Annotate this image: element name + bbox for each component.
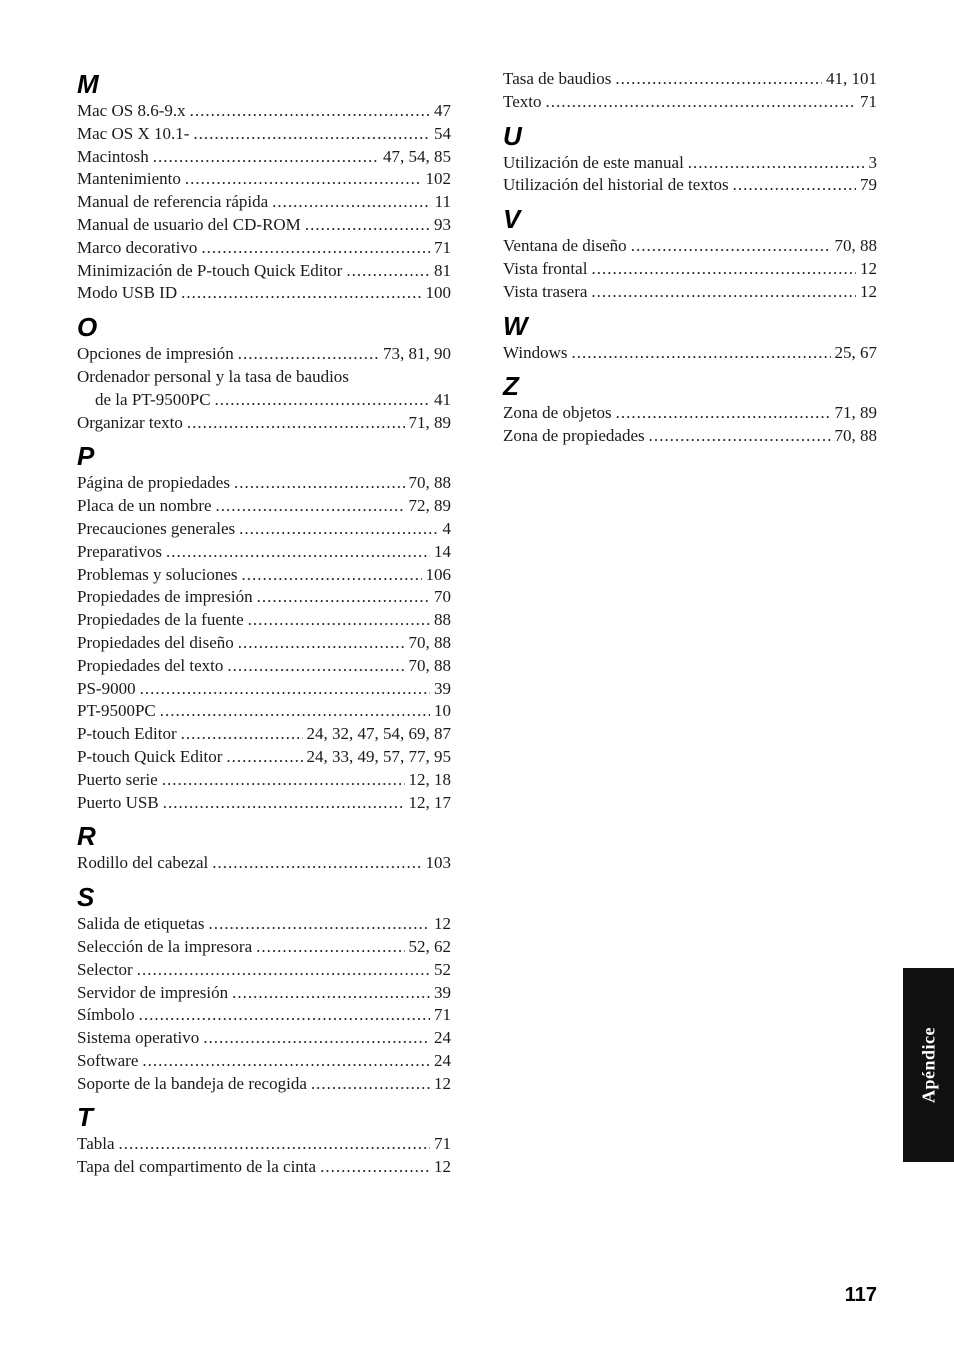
index-pages: 102 (425, 169, 451, 189)
index-entry (77, 1133, 451, 1156)
index-pages: 24, 33, 49, 57, 77, 95 (306, 746, 451, 766)
index-pages: 71 (860, 91, 877, 111)
index-term: Tapa del compartimento de la cinta (77, 1157, 317, 1177)
index-entry (77, 237, 451, 260)
index-term: Problemas y soluciones (77, 564, 238, 584)
index-entry (77, 936, 451, 959)
index-entry (77, 632, 451, 655)
index-pages: 12, 17 (408, 792, 451, 812)
index-term: Sistema operativo (77, 1028, 200, 1048)
index-section (77, 1101, 451, 1179)
index-term: Ventana de diseño (503, 236, 627, 256)
index-section (503, 203, 877, 303)
index-term: Vista trasera (503, 281, 588, 301)
index-term: Preparativos (77, 541, 162, 561)
index-entry (77, 146, 451, 169)
index-pages: 52 (434, 959, 451, 979)
index-pages: 71, 89 (834, 403, 877, 423)
index-term: de la PT-9500PC (95, 389, 211, 409)
index-entry (77, 343, 451, 366)
index-term: Vista frontal (503, 258, 588, 278)
dot-leader (181, 282, 421, 305)
index-pages: 71, 89 (408, 412, 451, 432)
dot-leader (232, 982, 430, 1005)
index-term: P-touch Quick Editor (77, 746, 223, 766)
index-entry (77, 518, 451, 541)
dot-leader (320, 1156, 430, 1179)
index-entry (503, 258, 877, 281)
index-section (77, 440, 451, 814)
index-pages: 12, 18 (408, 769, 451, 789)
index-pages: 24 (434, 1050, 451, 1070)
index-section (503, 310, 877, 365)
index-entry (503, 91, 877, 114)
index-term: Propiedades del diseño (77, 632, 234, 652)
index-term: Servidor de impresión (77, 982, 229, 1002)
index-pages: 4 (442, 518, 451, 538)
index-term: P-touch Editor (77, 724, 177, 744)
index-pages: 54 (434, 123, 451, 143)
dot-leader (119, 1133, 430, 1156)
index-entry (77, 282, 451, 305)
index-entry (77, 982, 451, 1005)
index-section (77, 820, 451, 875)
index-entry (77, 100, 451, 123)
index-entry (77, 495, 451, 518)
index-pages: 79 (860, 175, 877, 195)
index-pages: 70, 88 (834, 236, 877, 256)
dot-leader (305, 214, 430, 237)
dot-leader (256, 936, 404, 959)
index-pages: 70, 88 (408, 632, 451, 652)
index-entry (503, 68, 877, 91)
index-entry (77, 609, 451, 632)
index-pages: 25, 67 (834, 342, 877, 362)
index-entry (77, 1004, 451, 1027)
index-term: Texto (503, 91, 542, 111)
index-entry (77, 168, 451, 191)
dot-leader (238, 632, 405, 655)
dot-leader (193, 123, 430, 146)
dot-leader (238, 343, 379, 366)
index-term: PS-9000 (77, 678, 136, 698)
index-pages: 71 (434, 237, 451, 257)
index-pages: 41, 101 (826, 69, 877, 88)
section-letter: M (77, 69, 99, 99)
index-section (503, 120, 877, 198)
dot-leader (733, 174, 856, 197)
dot-leader (234, 472, 405, 495)
index-pages: 24 (434, 1028, 451, 1048)
index-pages: 12 (434, 1073, 451, 1093)
section-letter: P (77, 441, 95, 472)
index-entry (503, 342, 877, 365)
index-pages: 70, 88 (408, 473, 451, 493)
index-term: PT-9500PC (77, 701, 156, 721)
dot-leader (163, 792, 405, 815)
dot-leader (616, 402, 831, 425)
dot-leader (227, 655, 404, 678)
index-column-left (77, 68, 451, 1185)
index-entry (77, 472, 451, 495)
index-entry (77, 959, 451, 982)
index-term: Opciones de impresión (77, 344, 234, 364)
index-section (77, 881, 451, 1095)
index-entry (77, 678, 451, 701)
dot-leader (203, 1027, 430, 1050)
section-letter: Z (503, 371, 519, 402)
dot-leader (272, 191, 430, 214)
section-letter: W (503, 310, 528, 341)
index-term: Organizar texto (77, 412, 183, 432)
dot-leader (160, 700, 430, 723)
index-term: Mac OS 8.6-9.x (77, 101, 186, 120)
dot-leader (226, 746, 302, 769)
index-entry (77, 564, 451, 587)
index-pages: 52, 62 (408, 936, 451, 956)
index-entry (77, 1156, 451, 1179)
index-entry (77, 1073, 451, 1096)
index-pages: 88 (434, 610, 451, 630)
index-term: Placa de un nombre (77, 496, 212, 516)
dot-leader (208, 913, 430, 936)
dot-leader (346, 260, 430, 283)
index-entry (77, 123, 451, 146)
index-entry (77, 1027, 451, 1050)
index-entry (503, 235, 877, 258)
index-term: Manual de referencia rápida (77, 192, 269, 212)
dot-leader (142, 1050, 430, 1073)
index-pages: 12 (860, 258, 877, 278)
index-pages: 41 (434, 389, 451, 409)
dot-leader (139, 1004, 430, 1027)
dot-leader (239, 518, 438, 541)
index-term: Tasa de baudios (503, 69, 612, 88)
dot-leader (201, 237, 430, 260)
index-term: Página de propiedades (77, 473, 230, 493)
index-entry (77, 1050, 451, 1073)
index-entry (77, 366, 451, 389)
dot-leader (248, 609, 430, 632)
index-term: Utilización de este manual (503, 152, 684, 172)
index-pages: 14 (434, 541, 451, 561)
index-term: Símbolo (77, 1005, 135, 1025)
index-pages: 24, 32, 47, 54, 69, 87 (306, 724, 451, 744)
index-term: Zona de objetos (503, 403, 612, 423)
index-term: Puerto serie (77, 769, 158, 789)
dot-leader (187, 412, 405, 435)
index-term: Propiedades de la fuente (77, 610, 244, 630)
index-term: Zona de propiedades (503, 426, 645, 446)
section-letter: S (77, 882, 95, 913)
index-pages: 81 (434, 260, 451, 280)
dot-leader (311, 1073, 430, 1096)
index-term: Mantenimiento (77, 169, 181, 189)
index-section (503, 68, 877, 114)
index-pages: 103 (425, 853, 451, 873)
index-entry (503, 152, 877, 175)
section-tab (903, 968, 954, 1162)
dot-leader (212, 852, 421, 875)
dot-leader (162, 769, 405, 792)
dot-leader (649, 425, 831, 448)
index-pages: 106 (425, 564, 451, 584)
index-term: Marco decorativo (77, 237, 198, 257)
section-letter: V (503, 204, 521, 235)
index-pages: 39 (434, 982, 451, 1002)
page-number: 117 (844, 1284, 877, 1306)
index-term: Modo USB ID (77, 283, 178, 303)
dot-leader (185, 168, 422, 191)
dot-leader (216, 495, 405, 518)
dot-leader (215, 389, 430, 412)
dot-leader (571, 342, 830, 365)
index-term: Ordenador personal y la tasa de baudios (77, 366, 349, 386)
index-entry (77, 412, 451, 435)
index-entry (77, 769, 451, 792)
index-section (77, 68, 451, 305)
dot-leader (591, 258, 856, 281)
index-term: Propiedades del texto (77, 655, 224, 675)
index-term: Selección de la impresora (77, 936, 253, 956)
index-entry (77, 700, 451, 723)
section-letter: U (503, 120, 522, 151)
index-term: Manual de usuario del CD-ROM (77, 214, 301, 234)
index-pages: 12 (434, 914, 451, 934)
index-term: Soporte de la bandeja de recogida (77, 1073, 307, 1093)
index-pages: 100 (425, 283, 451, 303)
dot-leader (137, 959, 430, 982)
index-entry (503, 281, 877, 304)
index-pages: 47 (434, 101, 451, 120)
index-pages: 71 (434, 1134, 451, 1154)
index-term: Propiedades de impresión (77, 587, 253, 607)
index-entry (77, 723, 451, 746)
index-term: Precauciones generales (77, 518, 236, 538)
index-entry (77, 852, 451, 875)
index-section (77, 311, 451, 434)
index-term: Rodillo del cabezal (77, 853, 209, 873)
index-pages: 93 (434, 214, 451, 234)
index-pages: 70, 88 (834, 426, 877, 446)
index-pages: 70 (434, 587, 451, 607)
index-term: Selector (77, 959, 133, 979)
index-term: Minimización de P-touch Quick Editor (77, 260, 343, 280)
dot-leader (190, 100, 430, 123)
index-pages: 71 (434, 1005, 451, 1025)
section-letter: O (77, 312, 98, 343)
index-term: Tabla (77, 1134, 115, 1154)
index-term: Utilización del historial de textos (503, 175, 729, 195)
dot-leader (257, 586, 430, 609)
dot-leader (153, 146, 379, 169)
index-pages: 10 (434, 701, 451, 721)
section-tab-label: Apéndice (918, 1027, 938, 1103)
index-entry (77, 913, 451, 936)
section-letter: R (77, 821, 96, 852)
index-entry (77, 746, 451, 769)
section-letter: T (77, 1102, 93, 1133)
index-entry (503, 425, 877, 448)
dot-leader (166, 541, 430, 564)
dot-leader (242, 564, 422, 587)
index-pages: 12 (434, 1157, 451, 1177)
index-pages: 72, 89 (408, 496, 451, 516)
index-entry (77, 655, 451, 678)
index-term: Software (77, 1050, 139, 1070)
dot-leader (631, 235, 831, 258)
index-term: Macintosh (77, 146, 149, 166)
index-pages: 47, 54, 85 (383, 146, 451, 166)
index-entry (77, 541, 451, 564)
index-term: Salida de etiquetas (77, 914, 205, 934)
index-entry (77, 389, 451, 412)
index-entry (503, 402, 877, 425)
index-pages: 73, 81, 90 (383, 344, 451, 364)
dot-leader (140, 678, 430, 701)
index-term: Windows (503, 342, 568, 362)
index-pages: 70, 88 (408, 655, 451, 675)
index-pages: 3 (868, 152, 877, 172)
index-entry (77, 792, 451, 815)
dot-leader (591, 281, 856, 304)
index-pages: 12 (860, 281, 877, 301)
index-column-right (503, 68, 877, 454)
index-pages: 39 (434, 678, 451, 698)
dot-leader (615, 68, 822, 91)
index-entry (77, 260, 451, 283)
dot-leader (688, 152, 865, 175)
index-term: Puerto USB (77, 792, 159, 812)
index-entry (77, 191, 451, 214)
index-entry (77, 586, 451, 609)
dot-leader (545, 91, 856, 114)
index-term: Mac OS X 10.1- (77, 123, 190, 143)
index-pages: 11 (434, 192, 451, 212)
index-entry (77, 214, 451, 237)
index-entry (503, 174, 877, 197)
index-section (503, 370, 877, 448)
dot-leader (181, 723, 303, 746)
